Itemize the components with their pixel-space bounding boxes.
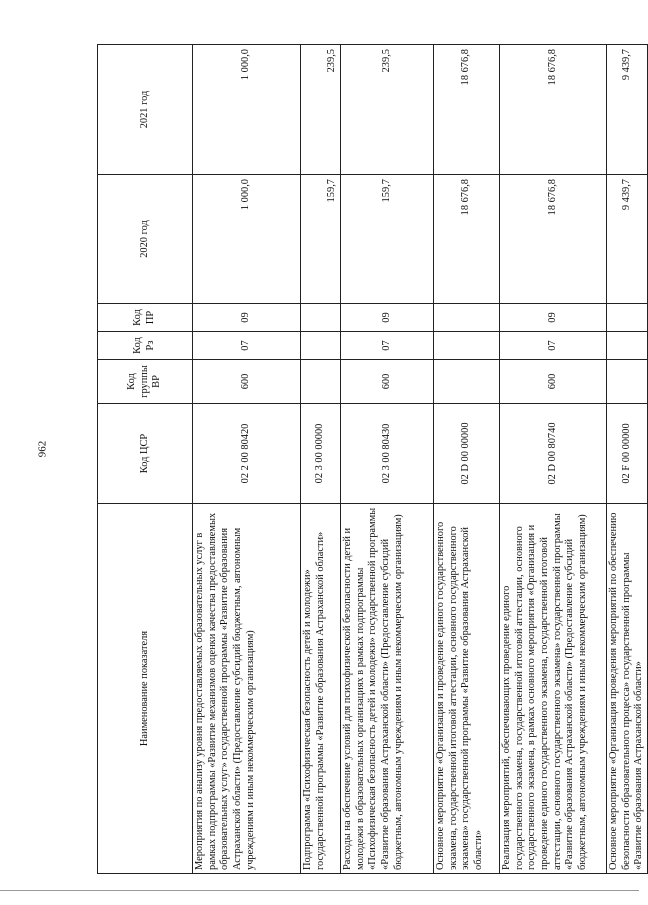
- row-csr: 02 F 00 00000: [607, 404, 648, 504]
- table-row: [301, 45, 341, 874]
- table-row: [607, 45, 648, 874]
- row-rz: 07: [193, 332, 301, 360]
- row-pr: [434, 304, 500, 332]
- row-csr: 02 2 00 80420: [193, 404, 301, 504]
- row-name: Подпрограмма «Психофизическая безопасность детей и молодежи» государственной программы «Развитие образования Астраханской области»: [301, 504, 341, 874]
- row-vr: 600: [193, 360, 301, 404]
- row-pr: 09: [193, 304, 301, 332]
- row-pr: [607, 304, 648, 332]
- table-row: [500, 45, 607, 874]
- row-pr: 09: [341, 304, 434, 332]
- row-2021: 1 000,0: [193, 45, 301, 175]
- budget-table: [97, 44, 648, 874]
- row-csr: 02 D 00 80740: [500, 404, 607, 504]
- row-vr: 600: [500, 360, 607, 404]
- row-rz: [434, 332, 500, 360]
- row-name: Расходы на обеспечение условий для психофизической безопасности детей и молодежи в образовательных организациях в рамках подпрограммы «Психофизическая безопасность детей и молодежи» государственной программы «Развитие образования Астраханской области» (Предоставление субсидий бюджетным, автономным учреждениям и иным некоммерческим организациям): [341, 504, 434, 874]
- row-rz: [301, 332, 341, 360]
- row-2020: 159,7: [341, 175, 434, 304]
- row-2021: 18 676,8: [434, 45, 500, 175]
- header-pr: Код ПР: [98, 304, 193, 332]
- table-row: [341, 45, 434, 874]
- row-2020: 18 676,8: [434, 175, 500, 304]
- row-2020: 159,7: [301, 175, 341, 304]
- rotated-page: [97, 45, 645, 874]
- header-name: Наименование показателя: [98, 504, 193, 874]
- row-pr: 09: [500, 304, 607, 332]
- table-header-row: [98, 45, 193, 874]
- row-name: Мероприятия по анализу уровня предоставляемых образовательных услуг в рамках подпрограммы «Развитие механизмов оценки качества предоставляемых образовательных услуг» государственной программы «Развитие образования Астраханской области» (Предоставление субсидий бюджетным, автономным учреждениям и иным некоммерческим организациям): [193, 504, 301, 874]
- row-rz: 07: [500, 332, 607, 360]
- row-name: Основное мероприятие «Организация и проведение единого государственного экзамена, государственной итоговой аттестации, основного государственного экзамена» государственной программы «Развитие образования Астраханской области»: [434, 504, 500, 874]
- page-number: 962: [36, 440, 49, 458]
- row-vr: 600: [341, 360, 434, 404]
- row-2021: 18 676,8: [500, 45, 607, 175]
- row-vr: [301, 360, 341, 404]
- row-name: Реализация мероприятий, обеспечивающих проведение единого государственного экзамена, государственной итоговой аттестации, основного государственного экзамена, в рамках основного мероприятия «Организация и проведение единого государственного экзамена, государственной итоговой аттестации, основного государственного экзамена» государственной программы «Развитие образования Астраханской области» (Предоставление субсидий бюджетным, автономным учреждениям и иным некоммерческим организациям): [500, 504, 607, 874]
- table-row: [193, 45, 301, 874]
- header-rz: Код Рз: [98, 332, 193, 360]
- row-2021: 9 439,7: [607, 45, 648, 175]
- row-2021: 239,5: [341, 45, 434, 175]
- row-name: Основное мероприятие «Организация проведения мероприятий по обеспечению безопасности образовательного процесса» государственной программы «Развитие образования Астраханской области»: [607, 504, 648, 874]
- table-row: [434, 45, 500, 874]
- row-csr: 02 3 00 00000: [301, 404, 341, 504]
- header-2020: 2020 год: [98, 175, 193, 304]
- row-csr: 02 3 00 80430: [341, 404, 434, 504]
- page-bottom-rule: [0, 890, 639, 891]
- row-2021: 239,5: [301, 45, 341, 175]
- row-csr: 02 D 00 00000: [434, 404, 500, 504]
- row-rz: 07: [341, 332, 434, 360]
- header-vr: Код группы ВР: [98, 360, 193, 404]
- header-csr: Код ЦСР: [98, 404, 193, 504]
- row-2020: 9 439,7: [607, 175, 648, 304]
- header-2021: 2021 год: [98, 45, 193, 175]
- row-rz: [607, 332, 648, 360]
- row-2020: 1 000,0: [193, 175, 301, 304]
- row-vr: [607, 360, 648, 404]
- row-2020: 18 676,8: [500, 175, 607, 304]
- row-vr: [434, 360, 500, 404]
- row-pr: [301, 304, 341, 332]
